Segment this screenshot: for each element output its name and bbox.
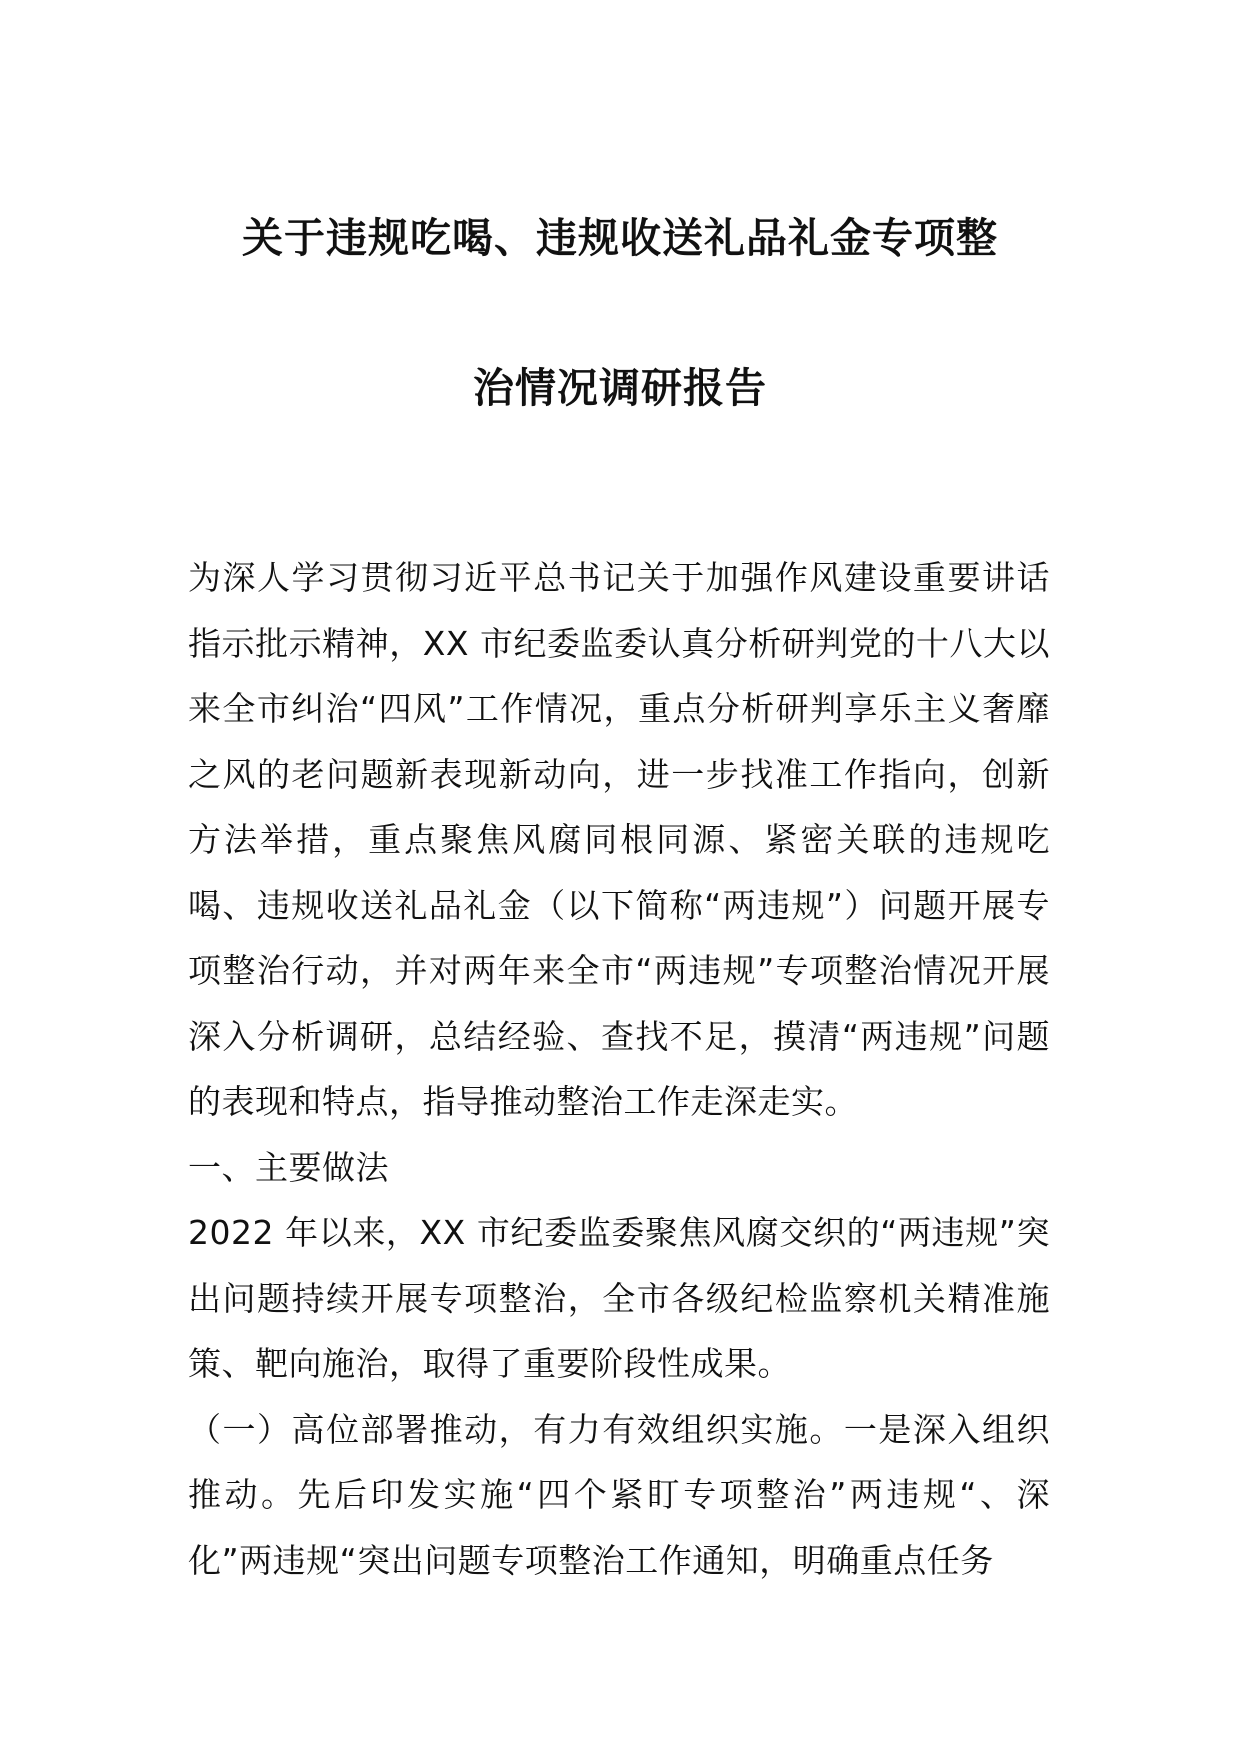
section-paragraph: 2022 年以来，XX 市纪委监委聚焦风腐交织的“两违规”突出问题持续开展专项整治，全市各级纪检监察机关精准施策、靶向施治，取得了重要阶段性成果。 xyxy=(188,1213,1050,1383)
document-title-line-1: 关于违规吃喝、违规收送礼品礼金专项整 xyxy=(242,214,998,262)
document-body xyxy=(188,545,1050,1593)
intro-paragraph: 为深人学习贯彻习近平总书记关于加强作风建设重要讲话指示批示精神，XX 市纪委监委认真分析研判党的十八大以来全市纠治“四风”工作情况，重点分析研判享乐主义奢靡之风的老问题新表现新动向，进一步找准工作指向，创新方法举措，重点聚焦风腐同根同源、紧密关联的违规吃喝、违规收送礼品礼金（以下简称“两违规”）问题开展专项整治行动，并对两年来全市“两违规”专项整治情况开展深入分析调研，总结经验、查找不足，摸清“两违规”问题的表现和特点，指导推动整治工作走深走实。 xyxy=(188,558,1050,1121)
section-heading: 一、主要做法 xyxy=(188,1147,389,1187)
document-title-line-2: 治情况调研报告 xyxy=(473,364,767,412)
subsection-paragraph: （一）高位部署推动，有力有效组织实施。一是深入组织推动。先后印发实施“四个紧盯专项整治”两违规“、深化”两违规“突出问题专项整治工作通知，明确重点任务 xyxy=(188,1409,1050,1580)
